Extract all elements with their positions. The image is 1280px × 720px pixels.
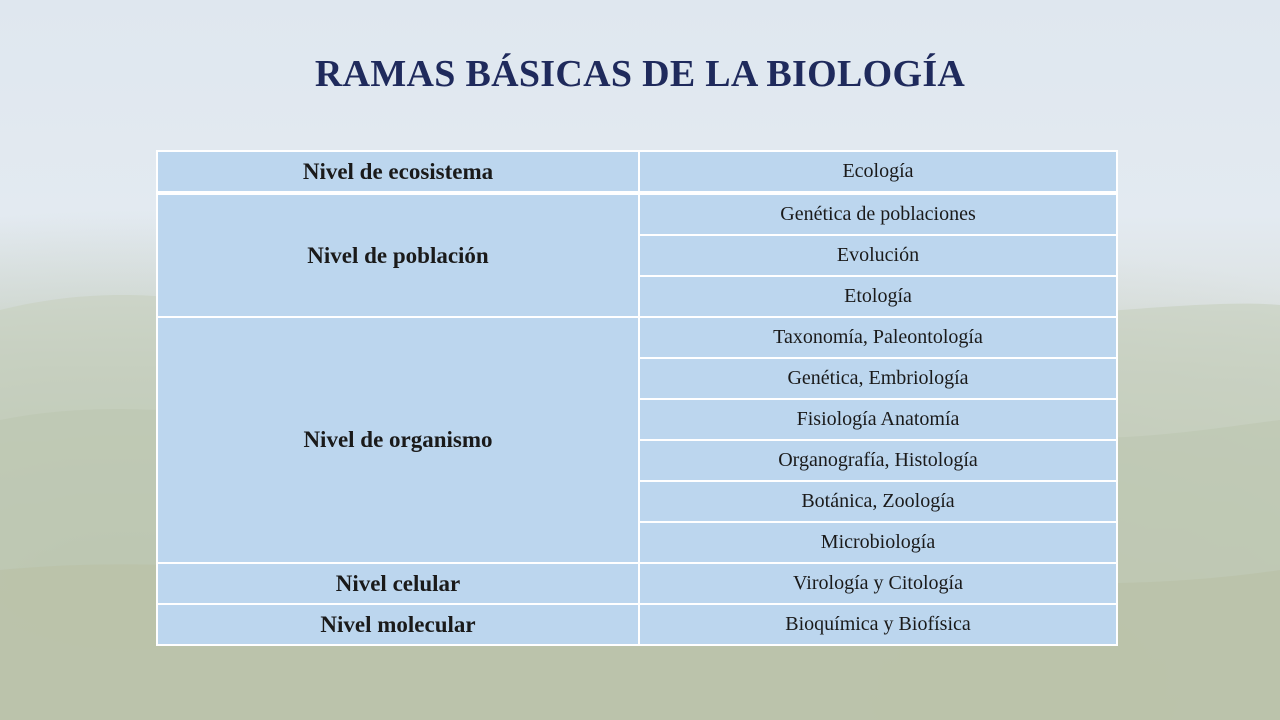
branch-cell: Bioquímica y Biofísica [639,604,1117,645]
biology-branches-table [156,150,1118,646]
slide-title: RAMAS BÁSICAS DE LA BIOLOGÍA [314,53,966,95]
table-row [157,563,1117,604]
branch-cell: Genética, Embriología [639,358,1117,399]
table-row [157,193,1117,235]
level-cell: Nivel molecular [157,604,639,645]
level-cell: Nivel de población [157,193,639,317]
branch-cell: Organografía, Histología [639,440,1117,481]
branch-cell: Fisiología Anatomía [639,399,1117,440]
branch-cell: Etología [639,276,1117,317]
table-row [157,604,1117,645]
branch-cell: Genética de poblaciones [639,193,1117,235]
branch-cell: Evolución [639,235,1117,276]
table-row [157,317,1117,358]
level-cell: Nivel de ecosistema [157,151,639,193]
level-cell: Nivel celular [157,563,639,604]
branch-cell: Ecología [639,151,1117,193]
branch-cell: Taxonomía, Paleontología [639,317,1117,358]
branch-cell: Virología y Citología [639,563,1117,604]
branch-cell: Botánica, Zoología [639,481,1117,522]
level-cell: Nivel de organismo [157,317,639,563]
table-row [157,151,1117,193]
branch-cell: Microbiología [639,522,1117,563]
